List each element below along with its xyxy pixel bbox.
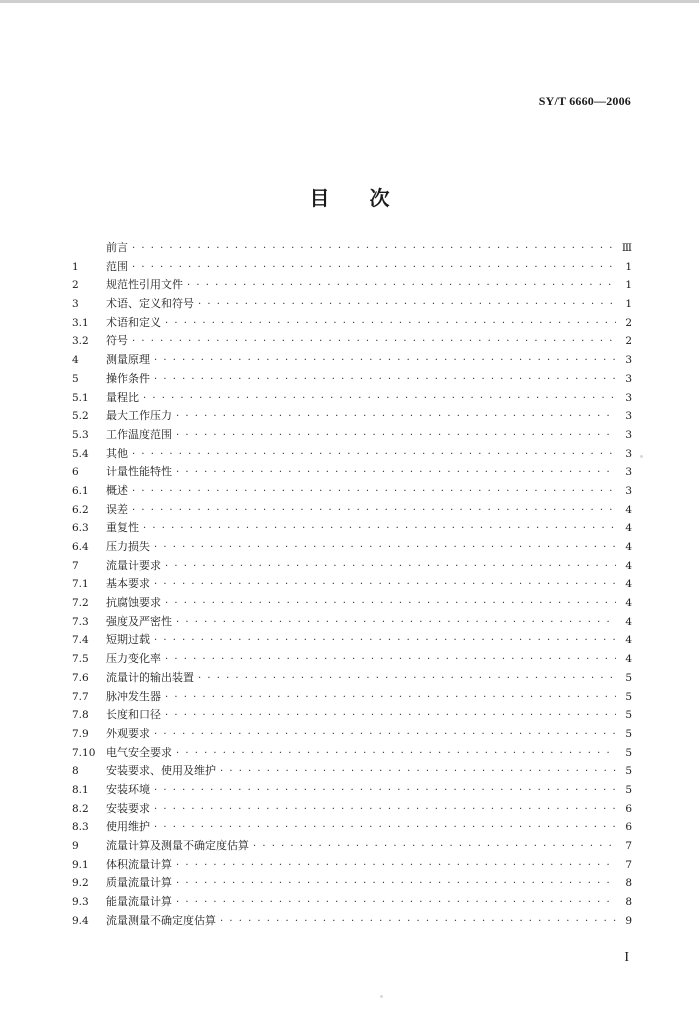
toc-dot-leader [165, 707, 616, 726]
toc-entry[interactable] [72, 239, 632, 258]
page-number: I [624, 950, 629, 965]
toc-entry-page: 3 [625, 410, 632, 423]
toc-entry-title: 强度及严密性 [106, 614, 172, 628]
toc-entry-page: 4 [625, 559, 632, 572]
toc-entry-page: 4 [625, 578, 632, 591]
toc-dot-leader [253, 838, 616, 857]
toc-entry-page: 7 [625, 840, 632, 852]
toc-entry-number: 4 [72, 354, 79, 367]
toc-entry[interactable] [72, 594, 632, 613]
toc-entry[interactable] [72, 351, 632, 370]
toc-entry-title: 计量性能特性 [106, 465, 172, 479]
toc-dot-leader [198, 670, 616, 689]
toc-entry-number: 7.3 [72, 615, 89, 628]
toc-entry[interactable] [72, 874, 632, 893]
toc-entry-number: 7.10 [72, 746, 96, 759]
toc-entry[interactable] [72, 258, 632, 277]
toc-entry-page: 4 [625, 541, 632, 553]
toc-dot-leader [220, 763, 616, 782]
toc-entry-page: 3 [625, 484, 632, 497]
toc-entry[interactable] [72, 295, 632, 314]
toc-entry-title: 概述 [106, 483, 128, 497]
toc-entry-number: 5.1 [72, 391, 89, 404]
toc-dot-leader [132, 446, 616, 465]
toc-entry-page: 6 [625, 802, 632, 815]
toc-entry[interactable] [72, 725, 632, 744]
toc-entry-number: 8.1 [72, 783, 89, 796]
toc-dot-leader [176, 894, 616, 913]
toc-entry[interactable] [72, 856, 632, 875]
toc-dot-leader [154, 371, 616, 390]
toc-entry[interactable] [72, 445, 632, 464]
toc-entry-page: 4 [625, 615, 632, 628]
toc-entry[interactable] [72, 463, 632, 482]
toc-entry[interactable] [72, 519, 632, 538]
toc-entry[interactable] [72, 389, 632, 408]
toc-dot-leader [154, 576, 616, 595]
toc-entry-title: 最大工作压力 [106, 409, 172, 423]
toc-entry[interactable] [72, 314, 632, 333]
toc-entry[interactable] [72, 893, 632, 912]
toc-dot-leader [154, 726, 616, 745]
toc-entry-page: 3 [625, 428, 632, 441]
toc-entry-page: 1 [625, 279, 632, 292]
toc-entry[interactable] [72, 538, 632, 557]
toc-entry[interactable] [72, 744, 632, 763]
toc-entry[interactable] [72, 818, 632, 837]
scan-speck [380, 995, 383, 998]
standard-code: SY/T 6660—2006 [538, 94, 631, 108]
toc-entry-number: 5.2 [72, 410, 89, 423]
toc-entry[interactable] [72, 613, 632, 632]
toc-dot-leader [143, 520, 616, 539]
scan-speck [640, 455, 643, 458]
toc-entry[interactable] [72, 501, 632, 520]
toc-entry-title: 术语、定义和符号 [106, 297, 194, 311]
toc-dot-leader [132, 502, 616, 521]
toc-entry-number: 7.4 [72, 634, 89, 647]
toc-entry-page: 4 [625, 597, 632, 610]
toc-entry-title: 抗腐蚀要求 [106, 596, 161, 610]
toc-dot-leader [132, 240, 616, 259]
toc-dot-leader [176, 427, 616, 446]
toc-entry-title: 质量流量计算 [106, 876, 172, 890]
toc-entry-number: 7 [72, 559, 79, 572]
toc-entry-page: 6 [625, 821, 632, 834]
toc-entry-title: 重复性 [106, 521, 139, 535]
toc-entry-page: 5 [625, 709, 632, 722]
toc-entry-number: 6 [72, 466, 79, 479]
toc-entry[interactable] [72, 688, 632, 707]
table-of-contents [72, 239, 632, 930]
toc-entry-title: 流量计的输出装置 [106, 670, 194, 684]
toc-entry-title: 外观要求 [106, 726, 150, 740]
toc-dot-leader [154, 801, 616, 820]
toc-entry[interactable] [72, 650, 632, 669]
toc-entry-number: 5.4 [72, 447, 89, 460]
toc-entry-title: 体积流量计算 [106, 857, 172, 871]
toc-entry-title: 操作条件 [106, 371, 150, 385]
toc-entry-page: 4 [625, 634, 632, 647]
toc-entry-title: 电气安全要求 [106, 745, 172, 759]
toc-entry-title: 脉冲发生器 [106, 689, 161, 703]
toc-entry-page: 5 [625, 690, 632, 703]
toc-entry[interactable] [72, 837, 632, 856]
toc-entry-number: 7.9 [72, 727, 89, 740]
toc-entry-number: 7.2 [72, 597, 89, 610]
toc-entry-number: 7.6 [72, 671, 89, 684]
toc-dot-leader [176, 614, 616, 633]
toc-entry[interactable] [72, 575, 632, 594]
toc-entry-number: 8.3 [72, 821, 89, 834]
toc-entry-number: 6.1 [72, 484, 89, 497]
toc-entry-page: 3 [625, 354, 632, 367]
toc-dot-leader [187, 277, 616, 296]
toc-entry-number: 2 [72, 279, 79, 292]
toc-dot-leader [176, 464, 616, 483]
toc-entry-title: 其他 [106, 446, 128, 460]
toc-entry-title: 规范性引用文件 [106, 278, 183, 292]
toc-entry-number: 6.4 [72, 541, 89, 553]
toc-entry-number: 3.1 [72, 316, 89, 329]
toc-dot-leader [132, 259, 616, 278]
toc-entry[interactable] [72, 276, 632, 295]
toc-entry-number: 7.8 [72, 709, 89, 722]
toc-entry-number: 9.3 [72, 896, 89, 909]
toc-entry-title: 能量流量计算 [106, 895, 172, 909]
toc-entry-number: 9 [72, 840, 79, 852]
toc-entry-title: 术语和定义 [106, 315, 161, 329]
toc-entry[interactable] [72, 912, 632, 931]
toc-entry-page: 7 [625, 858, 632, 871]
toc-entry-number: 9.2 [72, 877, 89, 890]
toc-entry-page: Ⅲ [621, 242, 632, 254]
toc-entry-title: 前言 [106, 241, 128, 254]
toc-dot-leader [198, 296, 616, 315]
toc-dot-leader [132, 483, 616, 502]
toc-entry-number: 5.3 [72, 428, 89, 441]
toc-entry-title: 安装要求 [106, 801, 150, 815]
page-title [0, 182, 699, 211]
toc-dot-leader [154, 539, 616, 558]
toc-entry-number: 9.4 [72, 914, 89, 927]
toc-dot-leader [176, 745, 616, 764]
toc-dot-leader [220, 913, 616, 932]
toc-entry-title: 量程比 [106, 390, 139, 404]
toc-entry[interactable] [72, 370, 632, 389]
toc-entry-title: 流量计算及测量不确定度估算 [106, 839, 249, 852]
toc-entry-title: 基本要求 [106, 577, 150, 591]
toc-entry-title: 压力损失 [106, 540, 150, 553]
toc-dot-leader [143, 390, 616, 409]
toc-entry-title: 短期过载 [106, 633, 150, 647]
toc-entry[interactable] [72, 706, 632, 725]
toc-entry-number: 7.5 [72, 653, 89, 666]
toc-entry-number: 7.7 [72, 690, 89, 703]
toc-entry[interactable] [72, 426, 632, 445]
toc-entry-page: 9 [625, 914, 632, 927]
toc-entry[interactable] [72, 762, 632, 781]
toc-dot-leader [165, 689, 616, 708]
toc-entry-page: 1 [625, 260, 632, 273]
toc-entry-page: 3 [625, 466, 632, 479]
toc-dot-leader [165, 595, 616, 614]
title-char-1: 目 [309, 186, 330, 210]
toc-entry-title: 压力变化率 [106, 652, 161, 666]
toc-dot-leader [132, 333, 616, 352]
toc-entry-page: 8 [625, 896, 632, 909]
toc-entry-page: 4 [625, 653, 632, 666]
toc-dot-leader [165, 651, 616, 670]
toc-entry-title: 长度和口径 [106, 708, 161, 722]
toc-entry-number: 6.2 [72, 503, 89, 516]
toc-entry-number: 9.1 [72, 858, 89, 871]
title-char-2: 次 [369, 186, 390, 210]
toc-entry[interactable] [72, 407, 632, 426]
toc-entry-number: 8 [72, 765, 79, 778]
toc-dot-leader [154, 819, 616, 838]
toc-entry-page: 2 [625, 335, 632, 348]
toc-entry-page: 5 [625, 671, 632, 684]
toc-entry-page: 4 [625, 522, 632, 535]
toc-entry[interactable] [72, 482, 632, 501]
scan-top-edge [0, 0, 699, 3]
toc-entry-title: 工作温度范围 [106, 427, 172, 441]
toc-entry-title: 安装要求、使用及维护 [106, 764, 216, 778]
toc-entry-number: 7.1 [72, 578, 89, 591]
toc-entry-number: 5 [72, 372, 79, 385]
toc-dot-leader [154, 632, 616, 651]
toc-entry-number: 6.3 [72, 522, 89, 535]
toc-entry-title: 流量计要求 [106, 558, 161, 572]
toc-entry-page: 3 [625, 391, 632, 404]
toc-entry-page: 3 [625, 447, 632, 460]
toc-dot-leader [154, 352, 616, 371]
toc-entry[interactable] [72, 669, 632, 688]
toc-entry-number: 1 [72, 260, 79, 273]
toc-entry-title: 测量原理 [106, 353, 150, 367]
toc-dot-leader [176, 875, 616, 894]
toc-dot-leader [176, 857, 616, 876]
toc-entry-page: 5 [625, 765, 632, 778]
toc-dot-leader [165, 558, 616, 577]
toc-entry[interactable] [72, 800, 632, 819]
toc-entry-title: 使用维护 [106, 820, 150, 834]
toc-entry-page: 3 [625, 372, 632, 385]
toc-entry-page: 4 [625, 503, 632, 516]
toc-entry-page: 1 [625, 298, 632, 311]
toc-entry-title: 流量测量不确定度估算 [106, 913, 216, 927]
toc-entry[interactable] [72, 332, 632, 351]
toc-dot-leader [154, 782, 616, 801]
toc-entry-number: 8.2 [72, 802, 89, 815]
toc-entry-number: 3.2 [72, 335, 89, 348]
toc-entry-title: 范围 [106, 259, 128, 273]
toc-entry-page: 8 [625, 877, 632, 890]
toc-entry-page: 5 [625, 727, 632, 740]
toc-entry-page: 5 [625, 783, 632, 796]
toc-entry[interactable] [72, 557, 632, 576]
toc-dot-leader [176, 408, 616, 427]
toc-entry-title: 安装环境 [106, 782, 150, 796]
toc-entry-title: 误差 [106, 502, 128, 516]
toc-dot-leader [165, 315, 616, 334]
toc-entry-number: 3 [72, 298, 79, 311]
toc-entry-page: 5 [625, 746, 632, 759]
toc-entry-title: 符号 [106, 334, 128, 348]
toc-entry[interactable] [72, 781, 632, 800]
toc-entry[interactable] [72, 631, 632, 650]
toc-entry-page: 2 [625, 316, 632, 329]
